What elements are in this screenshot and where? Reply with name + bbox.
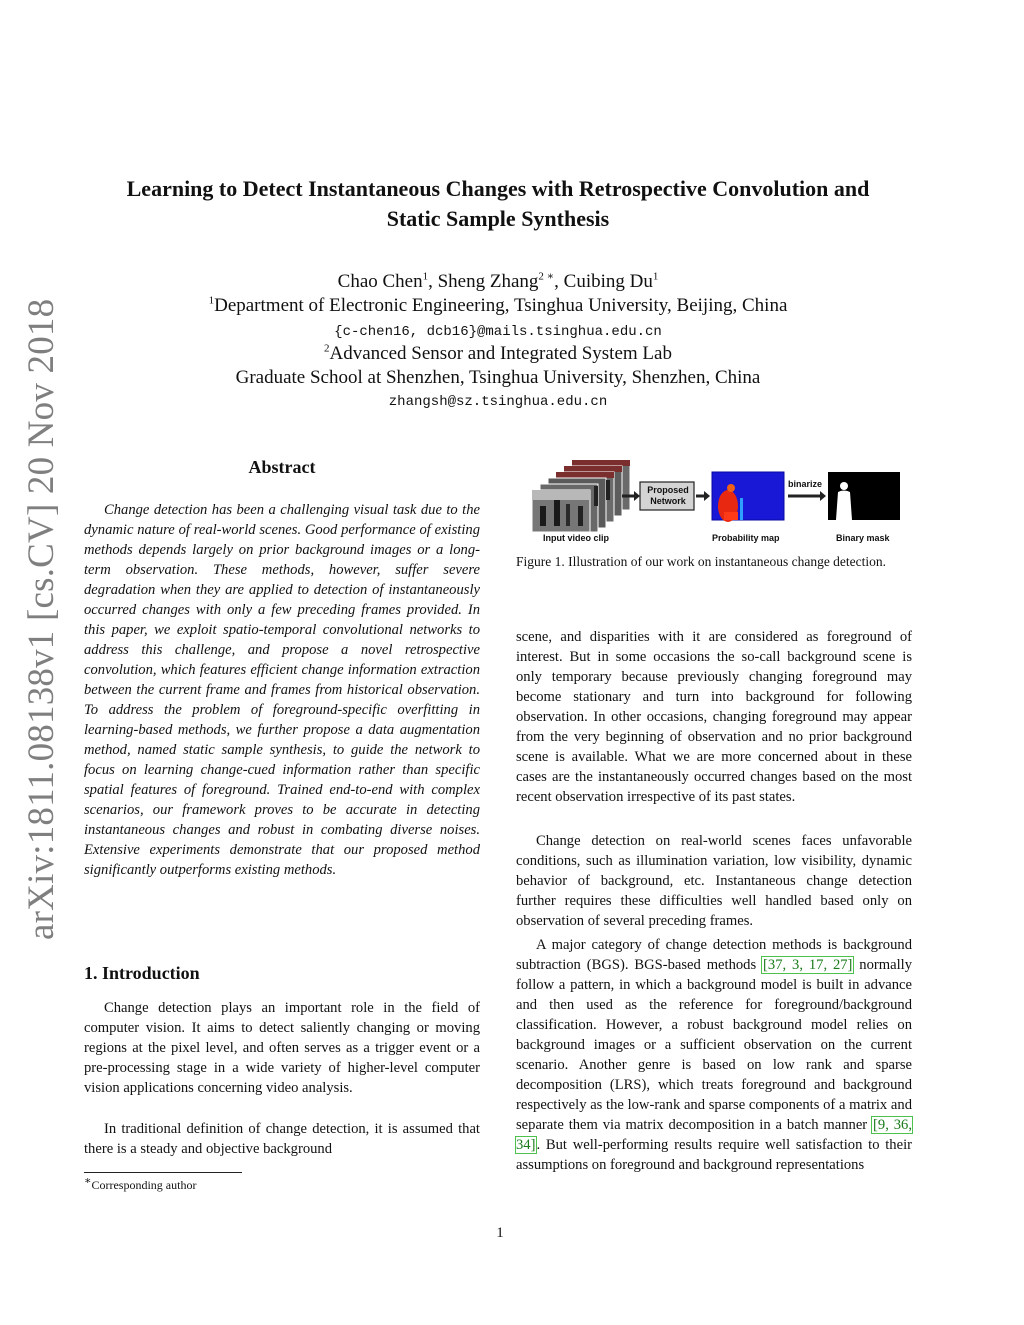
- affiliation-2: [60, 342, 936, 366]
- email-1: {c-chen16, dcb16}@mails.tsinghua.edu.cn: [334, 324, 662, 340]
- author-2: Sheng Zhang: [437, 271, 539, 292]
- figure-label-network: Proposed Network: [647, 485, 689, 506]
- figure-label-probability: Probability map: [712, 533, 780, 543]
- citation-link-lrs[interactable]: [9, 36, 34]: [516, 1117, 912, 1153]
- author-3: Cuibing Du: [563, 271, 653, 292]
- right-paragraph-continued: scene, and disparities with it are considered as foreground of interest. But in some occasions the so-call background scene is only temporary because previously changing foreground may become stationary and turn into background for following observation. In other occasions, changing foreground may appear from the very beginning of observation and no prior background scene is available. What we are more concerned about in these cases are the instantaneously occurred changes based on the most recent observation irrespective of its past states.: [516, 629, 912, 805]
- abstract-text: Change detection has been a challenging visual task due to the dynamic nature of real-world scenes. Good performance of existing methods depends largely on prior background images or a long-term observation. These methods, however, suffer severe degradation when they are applied to detection of instantaneously occurred changes with only a few preceding frames provided. In this paper, we exploit spatio-temporal convolutional networks to address this challenge, and propose a novel retrospective convolution, which features efficient change information extraction between the current frame and frames from historical observation. To address the problem of foreground-specific overfitting in learning-based methods, we further propose a data augmentation method, named static sample synthesis, to guide the network to focus on learning change-cued information rather than specific spatial features of foreground. Trained end-to-end with complex scenarios, our framework proves to be accurate in detecting instantaneous changes and robust in combating diverse noises. Extensive experiments demonstrate that our proposed method significantly outperforms existing methods.: [84, 502, 480, 878]
- author-1: Chao Chen: [337, 271, 423, 292]
- title-line-2: Static Sample Synthesis: [386, 206, 610, 231]
- abstract-heading: Abstract: [248, 457, 316, 477]
- input-frames-stack: [532, 460, 630, 532]
- affiliation-1-text: Department of Electronic Engineering, Tsinghua University, Beijing, China: [214, 295, 788, 316]
- affiliation-2-line-2: Graduate School at Shenzhen, Tsinghua University, Shenzhen, China: [235, 367, 761, 388]
- email-2: zhangsh@sz.tsinghua.edu.cn: [388, 394, 608, 410]
- footnote-rule: [84, 1172, 242, 1173]
- figure-label-input: Input video clip: [543, 533, 610, 543]
- intro-paragraph-1: Change detection plays an important role in the field of computer vision. It aims to detect saliently changing or moving regions at the pixel level, and often serves as a trigger event or a pre-processing stage in a wide variety of higher-level computer vision applications concerning video analysis.: [84, 1000, 480, 1096]
- figure-1: [526, 456, 906, 548]
- title-line-1: Learning to Detect Instantaneous Changes with Retrospective Convolution and: [126, 176, 870, 201]
- affiliation-2-sup: 2: [324, 342, 330, 355]
- footnote-mark: ∗: [84, 1175, 92, 1187]
- binary-mask: [828, 472, 900, 520]
- page-number: 1: [496, 1225, 504, 1241]
- author-list: Chao Chen$^1$, Sheng Zhang$^{2 ∗}$, Cuibing Du$^1$: [337, 270, 659, 292]
- figure-label-binarize: binarize: [788, 479, 823, 489]
- affiliation-1: [60, 294, 936, 318]
- author-2-sup: 2 ∗: [538, 270, 555, 283]
- footnote: [84, 1175, 197, 1193]
- intro-paragraph-2: In traditional definition of change detection, it is assumed that there is a steady and objective background: [84, 1121, 480, 1157]
- paper-title: [60, 174, 936, 234]
- introduction-heading: 1. Introduction: [84, 963, 200, 983]
- author-1-sup: 1: [422, 270, 429, 283]
- affiliation-2-line-1: Advanced Sensor and Integrated System Lab: [329, 343, 672, 364]
- figure-label-mask: Binary mask: [836, 533, 890, 543]
- citation-link-bgs[interactable]: [37, 3, 17, 27]: [763, 957, 853, 973]
- right-paragraph-3: A major category of change detection methods is background subtraction (BGS). BGS-based methods [37, 3, 17, 27] normally follow a pattern, in which a background model is built in advance and then used as the reference for foreground/background classification. However, a robust background model relies on background images or a sufficient observation on the current scenario. Another genre is based on low rank and sparse decomposition (LRS), which treats foreground and background respectively as the low-rank and sparse components of a matrix and separate them via matrix decomposition in a batch manner [9, 36, 34]. But well-performing results require well satisfaction to their assumptions on foreground and background representations: [516, 937, 912, 1173]
- right-paragraph-2: Change detection on real-world scenes faces unfavorable conditions, such as illumination variation, low visibility, dynamic behavior of background, etc. Instantaneous change detection further requires these difficulties well handled based only on observation of several preceding frames.: [516, 833, 912, 929]
- footnote-text: Corresponding author: [91, 1178, 197, 1192]
- probability-map: [712, 472, 784, 522]
- arxiv-side-stamp: arXiv:1811.08138v1 [cs.CV] 20 Nov 2018: [21, 298, 62, 940]
- figure-1-caption: Figure 1. Illustration of our work on instantaneous change detection.: [516, 554, 887, 569]
- author-3-sup: 1: [652, 270, 659, 283]
- affiliation-1-sup: 1: [208, 294, 215, 307]
